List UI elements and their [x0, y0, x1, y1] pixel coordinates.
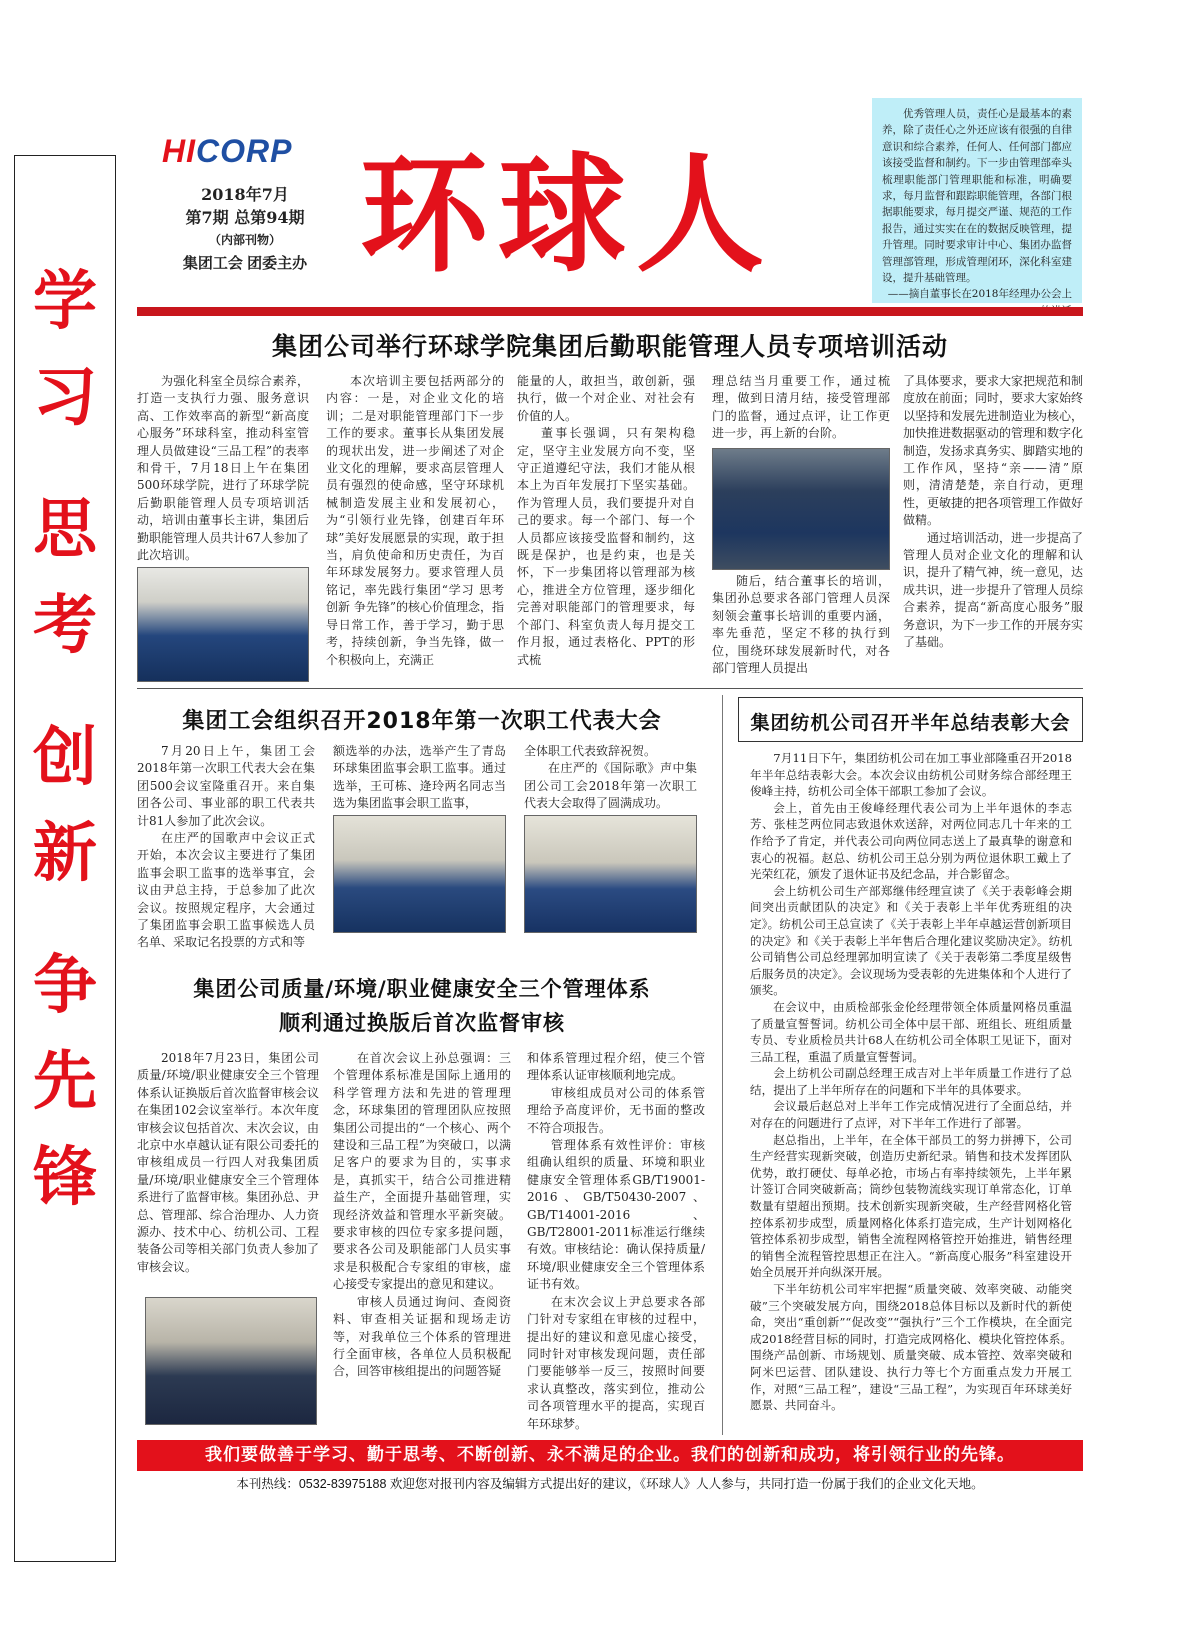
- article-1-column-5: 了具体要求，要求大家把规范和制度放在前面；同时，要求大家始终以坚持和发展先进制造业为核心，加快推进数据驱动的管理和数字化制造，发扬求真务实、脚踏实地的工作作风，坚持“亲——清”原则，清清楚楚，亲自行动，更理性，更敏捷的把各项管理工作做好做精。 通过培训活动，进一步提高了管理人员对企业文化的理解和认识，提升了精气神，统一意见，达成共识，进一步提升了管理人员综合素养，提高“新高度心服务”服务意识，为下一步工作的开展夯实了基础。: [903, 374, 1084, 650]
- article-1-column-1: 为强化科室全员综合素养，打造一支执行力强、服务意识高、工作效率高的新型“新高度心服务”环球科室，推动科室管理人员做建设“三品工程”的表率和骨干，7月18日上午在集团500环球学院，进行了环球学院后勤职能管理人员专项培训活动，培训由董事长主讲，集团后勤职能管理人员共计67人参加了此次培训。: [137, 374, 309, 563]
- bottom-slogan-banner: 我们要做善于学习、勤于思考、不断创新、永不满足的企业。我们的创新和成功，将引领行业的先锋。: [137, 1440, 1083, 1471]
- congress-photo-1: [333, 815, 506, 933]
- article-2-headline: 集团工会组织召开2018年第一次职工代表大会: [182, 709, 662, 734]
- article-4-body: 7月11日下午，集团纺机公司在加工事业部隆重召开2018年半年总结表彰大会。本次会议由纺机公司财务综合部经理王俊峰主持，纺机公司全体干部职工参加了会议。 会上，首先由王俊峰经理代表公司为上半年退休的李志芳、张桂芝两位同志致退休欢送辞，对两位同志几十年来的工作给予了肯定，并代表公司向两位同志送上了最真挚的谢意和衷心的祝福。赵总、纺机公司王总分别为两位退休职工戴上了光荣红花，颁发了退休证书及纪念品，并合影留念。 会上纺机公司生产部郑继伟经理宣读了《关于表彰峰会期间突出贡献团队的决定》和《关于表彰上半年优秀班组的决定》。纺机公司王总宣读了《关于表彰上半年卓越运营创新项目的决定》和《关于表彰上半年售后合理化建议奖励决定》。纺机公司销售公司总经理郭加明宣读了《关于表彰第二季度星级售后服务员的决定》。会议现场为受表彰的先进集体和个人进行了颁奖。 在会议中，由质检部张金伦经理带领全体质量网格员重温了质量宣誓誓词。纺机公司全体中层干部、班组长、班组质量专员、专业质检员共计68人在纺机公司全体职工见证下，面对三品工程，重温了质量宣誓誓词。 会上纺机公司副总经理王成吉对上半年质量工作进行了总结，提出了上半年所存在的问题和下半年的具体要求。 会议最后赵总对上半年工作完成情况进行了全面总结，并对存在的问题进行了点评，对下半年工作进行了部署。 赵总指出，上半年，在全体干部员工的努力拼搏下，公司生产经营实现新突破，创造历史新纪录。销售和技术发挥团队优势，敢打硬仗、每单必抢，市场占有率持续领先，上半年累计签订合同突破新高；筒纱包装物流线实现订单常态化，订单数量有望超出预期。技术创新实现新突破，生产经营网格化管控体系初步成型，质量网格化体系打造完成，生产计划网格化管控体系初步成型，销售全流程网格管控开始推进，销售经理的销售全流程管控思想正在注入。“新高度心服务”科室建设开始全员展开并向纵深开展。 下半年纺机公司牢牢把握“质量突破、效率突破、动能突破”三个突破发展方向，围绕2018总体目标以及新时代的新使命，突出“重创新”“促改变”“强执行”三个工作模块，在全面完成2018经营目标的同时，打造完成网格化、模块化管控体系。围绕产品创新、市场规划、质量突破、成本管控、效率突破和阿米巴运营、团队建设、执行力等七个方面重点发力开展工作，对照“三品工程”，建设“三品工程”，为实现百年环球美好愿景、共同奋斗。: [750, 751, 1072, 1413]
- footer-hotline: 本刊热线：0532-83975188 欢迎您对报刊内容及编辑方式提出好的建议，《环球人》人人参与，共同打造一份属于我们的企业文化天地。: [236, 1477, 984, 1491]
- article-2-column-2: 额选举的办法，选举产生了青岛环球集团监事会职工监事。通过选举，王可栋、逄玲两名同志当选为集团监事会职工监事，: [333, 744, 506, 811]
- masthead-title: 环球人: [360, 140, 775, 290]
- article-1-column-3: 能量的人，敢担当，敢创新，强执行，做一个对企业、对社会有价值的人。 董事长强调，只有架构稳定，坚守主业发展方向不变，坚守正道遵纪守法，我们才能从根本上为百年发展打下坚实基础。作为管理人员，我们要提升对自己的要求。每一个部门、每一个人员都应该接受监督和制约，这既是保护，也是约束，也是关怀，下一步集团将以管理部为核心，推进全方位管理，逐步细化完善对职能部门的管理要求，每个部门、科室负责人每月提交工作月报，通过表格化、PPT的形式梳: [517, 374, 695, 667]
- slogan-char: 思: [33, 492, 97, 567]
- article-1-headline: 集团公司举行环球学院集团后勤职能管理人员专项培训活动: [271, 332, 948, 361]
- chairman-quote-box: [872, 98, 1082, 303]
- issue-number: 第7期 总第94期: [185, 208, 305, 227]
- slogan-char: 先: [33, 1044, 97, 1119]
- slogan-char: 争: [33, 948, 97, 1023]
- masthead-rule: [137, 307, 1083, 316]
- column-divider: [722, 695, 723, 1435]
- article-3-column-2: 在首次会议上孙总强调：三个管理体系标准是国际上通用的科学管理方法和先进的管理理念，环球集团的管理团队应按照集团公司提出的“一个核心、两个建设和三品工程”为突破口，以满足客户的要求为目的，实事求是，真抓实干，结合公司推进精益生产，全面提升基础管理，实现经济效益和管理水平新突破。要求审核的四位专家多提问题，要求各公司及职能部门人员实事求是积极配合专家组的审核，虚心接受专家提出的意见和建议。 审核人员通过询问、查阅资料、审查相关证据和现场走访等，对我单位三个体系的管理进行全面审核，各单位人员积极配合，回答审核组提出的问题答疑: [333, 1051, 511, 1379]
- section-divider: [137, 688, 1083, 689]
- side-slogan-box: [14, 155, 116, 1562]
- hicorp-logo: HICORP: [162, 133, 293, 169]
- article-2-column-3: 全体职工代表致辞祝贺。 在庄严的《国际歌》声中集团公司工会2018年第一次职工代表大会取得了圆满成功。: [524, 744, 697, 811]
- article-1-column-4-top: 理总结当月重要工作，通过梳理，做到日清月结，接受管理部门的监督，通过点评，让工作更进一步，再上新的台阶。: [712, 374, 890, 441]
- issue-info: [150, 184, 340, 278]
- slogan-char: 习: [33, 360, 97, 435]
- slogan-char: 创: [33, 720, 97, 795]
- article-1-column-2: 本次培训主要包括两部分的内容：一是，对企业文化的培训；二是对职能管理部门下一步工作的要求。董事长从集团发展的现状出发，进一步阐述了对企业文化的理解，要求高层管理人员有强烈的使命感，坚守环球机械制造发展主业和发展初心，为“引领行业先锋，创建百年环球”美好发展愿景的实现，敢于担当，肩负使命和历史责任，为百年环球发展努力。要求管理人员铭记，率先践行集团“学习 思考 创新 争先锋”的核心价值理念，指导日常工作，善于学习，勤于思考，持续创新，争当先锋，做一个积极向上，充满正: [326, 374, 504, 667]
- article-3-headline: 集团公司质量/环境/职业健康安全三个管理体系 顺利通过换版后首次监督审核: [193, 977, 651, 1035]
- slogan-char: 新: [33, 816, 97, 891]
- publisher: 集团工会 团委主办: [182, 255, 308, 272]
- article-2-column-1: 7月20日上午，集团工会2018年第一次职工代表大会在集团500会议室隆重召开。来自集团各公司、事业部的职工代表共计81人参加了此次会议。 在庄严的国歌声中会议正式开始，本次会议主要进行了集团监事会职工监事的选举事宜，会议由尹总主持，于总参加了此次会议。按照规定程序，大会通过了集团监事会职工监事候选人员名单、采取记名投票的方式和等: [137, 744, 315, 950]
- slogan-char: 考: [33, 588, 97, 663]
- internal-publication-note: （内部刊物）: [208, 233, 281, 247]
- audit-meeting-photo: [145, 1297, 317, 1425]
- article-3-column-1: 2018年7月23日，集团公司质量/环境/职业健康安全三个管理体系认证换版后首次监督审核会议在集团102会议室举行。本次年度审核会议包括首次、末次会议，由北京中水卓越认证有限公司委托的审核组成员一行四人对我集团质量/环境/职业健康安全三个管理体系进行了监督审核。集团孙总、尹总、管理部、综合治理办、人力资源办、技术中心、纺机公司、工程装备公司等相关部门负责人参加了审核会议。: [137, 1051, 319, 1274]
- congress-photo-2: [524, 815, 697, 933]
- chairman-speech-photo: [712, 448, 890, 570]
- slogan-char: 锋: [33, 1140, 97, 1215]
- training-photo: [137, 567, 309, 682]
- article-1-column-4-bottom: 随后，结合董事长的培训，集团孙总要求各部门管理人员深刻领会董事长培训的重要内涵，率先垂范，坚定不移的执行到位，围绕环球发展新时代，对各部门管理人员提出: [712, 574, 890, 676]
- article-4-headline: 集团纺机公司召开半年总结表彰大会: [750, 712, 1071, 734]
- issue-date: 2018年7月: [201, 185, 289, 204]
- quote-text: 优秀管理人员，责任心是最基本的素养，除了责任心之外还应该有很强的自律意识和综合素养，任何人、任何部门都应该接受监督和制约。下一步由管理部牵头梳理职能部门管理职能和标准，明确要求，每月监督和跟踪职能管理，各部门根据职能要求，每月提交严谨、规范的工作报告，通过实实在在的数据反映管理，提升管理。同时要求审计中心、集团办监督管理部管理，形成管理闭环，深化科室建设，提升基础管理。: [882, 108, 1072, 285]
- side-slogan: [15, 266, 115, 1238]
- quote-source: ——摘自董事长在2018年经理办公会上: [887, 288, 1072, 301]
- article-3-column-3: 和体系管理过程介绍，使三个管理体系认证审核顺利地完成。 审核组成员对公司的体系管理给予高度评价，无书面的整改不符合项报告。 管理体系有效性评价：审核组确认组织的质量、环境和职业健康安全管理体系GB/T19001-2016、GB/T50430-2007、GB/T14001-2016、GB/T28001-2011标准运行继续有效。审核结论：确认保持质量/环境/职业健康安全三个管理体系证书有效。 在末次会议上尹总要求各部门针对专家组在审核的过程中，提出好的建议和意见虚心接受，同时针对审核发现问题，责任部门要能够举一反三，按照时间要求认真整改，落实到位，推动公司各项管理水平的提高，实现百年环球梦。: [527, 1051, 705, 1431]
- slogan-char: 学: [33, 264, 97, 339]
